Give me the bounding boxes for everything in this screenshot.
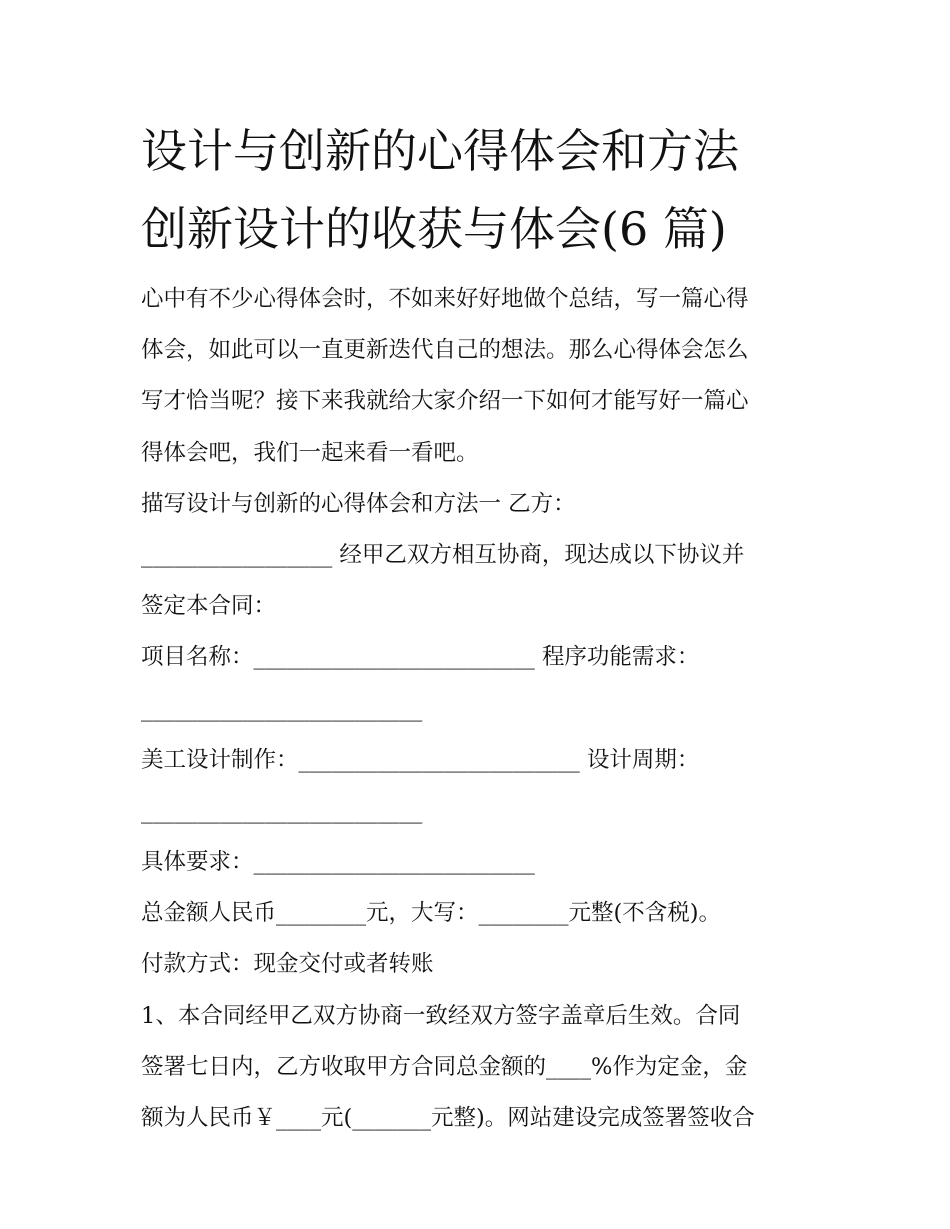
body-line-9: _________________________ (141, 695, 423, 722)
body-line-8: 项目名称：_________________________ 程序功能需求： (141, 644, 700, 671)
body-line-7: 签定本合同： (141, 593, 277, 620)
body-line-15: 1、本合同经甲乙双方协商一致经双方签字盖章后生效。合同 (141, 1002, 741, 1029)
body-line-16: 签署七日内，乙方收取甲方合同总金额的____%作为定金，金 (141, 1053, 748, 1080)
body-line-1: 心中有不少心得体会时，不如来好好地做个总结，写一篇心得 (141, 286, 749, 312)
body-line-10: 美工设计制作：_________________________ 设计周期： (141, 746, 700, 773)
body-line-12: 具体要求：_________________________ (141, 849, 535, 876)
body-line-11: _________________________ (141, 797, 423, 824)
body-line-13: 总金额人民币________元，大写：________元整(不含税)。 (141, 900, 722, 927)
body-line-14: 付款方式：现金交付或者转账 (141, 951, 434, 978)
body-line-4: 得体会吧，我们一起来看一看吧。 (141, 439, 479, 466)
body-line-17: 额为人民币￥____元(_______元整)。网站建设完成签署签收合 (141, 1105, 755, 1131)
body-line-6: _________________ 经甲乙双方相互协商，现达成以下协议并 (141, 541, 745, 568)
body-line-5: 描写设计与创新的心得体会和方法一 乙方： (141, 490, 576, 517)
title-line-1: 设计与创新的心得体会和方法 (141, 124, 739, 178)
body-line-2: 体会，如此可以一直更新迭代自己的想法。那么心得体会怎么 (141, 337, 749, 364)
document-body (141, 274, 821, 1144)
document-title (141, 112, 841, 268)
title-line-2: 创新设计的收获与体会(6 篇) (141, 202, 727, 256)
body-line-3: 写才恰当呢？接下来我就给大家介绍一下如何才能写好一篇心 (141, 388, 749, 415)
